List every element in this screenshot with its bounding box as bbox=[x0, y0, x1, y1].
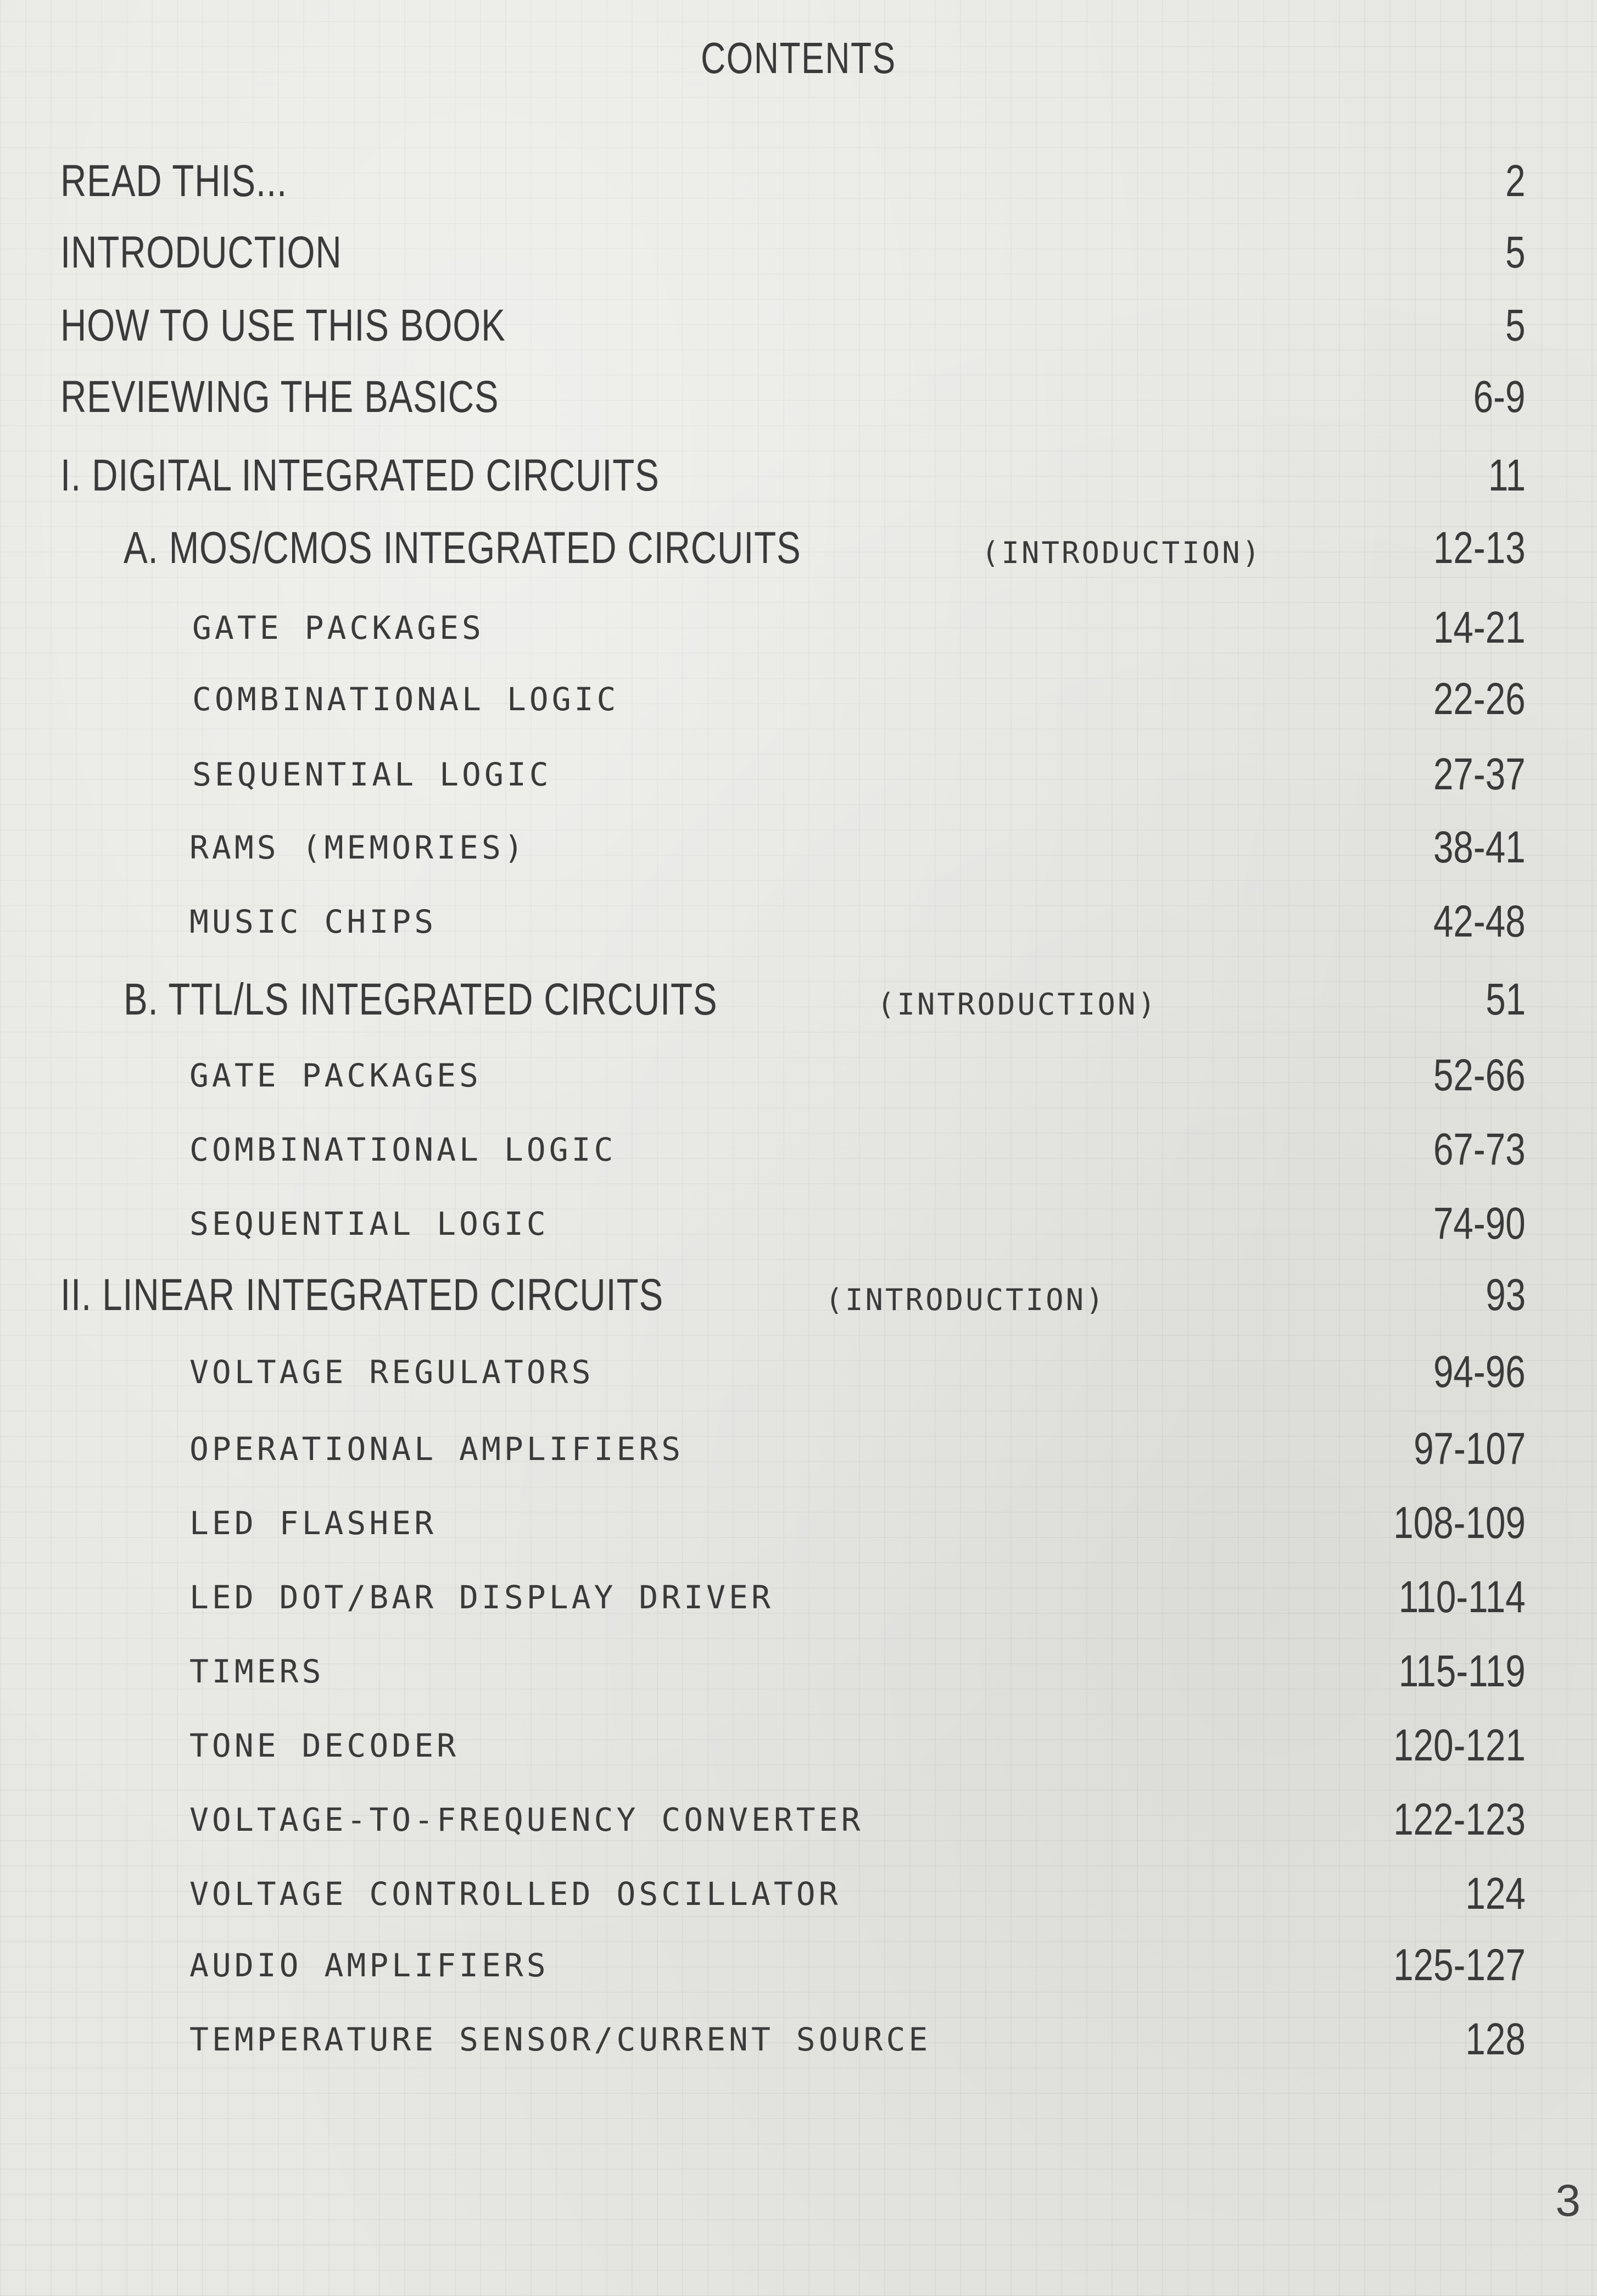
toc-entry-title: TONE DECODER bbox=[189, 1727, 460, 1764]
toc-entry-title: AUDIO AMPLIFIERS bbox=[189, 1947, 549, 1984]
toc-entry bbox=[60, 148, 1526, 214]
toc-entry-page: 2 bbox=[1505, 156, 1526, 206]
toc-entry bbox=[189, 1564, 1526, 1630]
toc-entry-page: 5 bbox=[1505, 300, 1526, 350]
toc-entry bbox=[189, 2007, 1526, 2072]
toc-entry bbox=[189, 1861, 1526, 1927]
toc-entry bbox=[189, 1416, 1526, 1482]
toc-entry-page: 52-66 bbox=[1433, 1050, 1526, 1100]
toc-entry bbox=[189, 1043, 1526, 1108]
toc-entry bbox=[192, 595, 1526, 661]
toc-entry-page: 38-41 bbox=[1433, 822, 1526, 872]
toc-entry-title: TIMERS bbox=[189, 1653, 325, 1690]
toc-entry bbox=[192, 742, 1526, 807]
toc-entry-page: 120-121 bbox=[1393, 1720, 1526, 1770]
toc-entry-page: 11 bbox=[1488, 450, 1526, 500]
toc-entry-title: OPERATIONAL AMPLIFIERS bbox=[189, 1430, 684, 1468]
toc-entry-page: 108-109 bbox=[1393, 1498, 1526, 1548]
toc-entry-page: 122-123 bbox=[1393, 1795, 1526, 1844]
toc-entry-title: HOW TO USE THIS BOOK bbox=[60, 300, 506, 350]
toc-entry-title: COMBINATIONAL LOGIC bbox=[192, 681, 619, 718]
toc-subsection bbox=[124, 515, 1526, 581]
toc-entry-page: 97-107 bbox=[1413, 1424, 1526, 1474]
toc-entry bbox=[189, 1339, 1526, 1405]
toc-entry-page: 6-9 bbox=[1473, 372, 1526, 422]
toc-entry-title: RAMS (MEMORIES) bbox=[189, 829, 527, 866]
toc-entry-title: VOLTAGE REGULATORS bbox=[189, 1353, 594, 1391]
toc-entry bbox=[192, 666, 1526, 732]
toc-entry-note: (INTRODUCTION) bbox=[876, 987, 1158, 1022]
toc-entry-title: READ THIS... bbox=[60, 156, 288, 206]
toc-entry-page: 5 bbox=[1505, 227, 1526, 277]
toc-entry-title: TEMPERATURE SENSOR/CURRENT SOURCE bbox=[189, 2021, 931, 2058]
toc-entry-page: 42-48 bbox=[1433, 896, 1526, 946]
toc-entry bbox=[60, 293, 1526, 359]
toc-entry-title: INTRODUCTION bbox=[60, 227, 342, 277]
toc-entry bbox=[189, 1932, 1526, 1998]
toc-entry-title: VOLTAGE CONTROLLED OSCILLATOR bbox=[189, 1875, 841, 1913]
toc-entry-page: 115-119 bbox=[1398, 1646, 1526, 1696]
toc-subsection bbox=[124, 967, 1526, 1033]
toc-entry bbox=[189, 1117, 1526, 1183]
toc-entry-title: VOLTAGE-TO-FREQUENCY CONVERTER bbox=[189, 1801, 864, 1838]
toc-entry bbox=[189, 889, 1526, 955]
toc-entry-title: LED FLASHER bbox=[189, 1504, 437, 1542]
toc-entry-page: 125-127 bbox=[1393, 1940, 1526, 1990]
toc-entry bbox=[189, 1713, 1526, 1779]
toc-entry-page: 51 bbox=[1486, 974, 1526, 1024]
toc-entry-page: 110-114 bbox=[1398, 1572, 1526, 1622]
toc-section bbox=[60, 1262, 1526, 1328]
toc-entry bbox=[60, 220, 1526, 286]
toc-entry-page: 14-21 bbox=[1433, 603, 1526, 653]
toc-entry-page: 27-37 bbox=[1433, 749, 1526, 799]
toc-entry-page: 74-90 bbox=[1433, 1199, 1526, 1249]
toc-entry-note: (INTRODUCTION) bbox=[981, 536, 1263, 570]
toc-entry-title: A. MOS/CMOS INTEGRATED CIRCUITS bbox=[124, 523, 801, 573]
page-title: CONTENTS bbox=[701, 34, 896, 82]
toc-entry-title: GATE PACKAGES bbox=[189, 1057, 482, 1094]
toc-entry-page: 128 bbox=[1465, 2014, 1526, 2064]
toc-entry-note: (INTRODUCTION) bbox=[825, 1283, 1106, 1317]
toc-entry-page: 94-96 bbox=[1433, 1347, 1526, 1397]
toc-entry-page: 12-13 bbox=[1433, 523, 1526, 573]
toc-entry-title: SEQUENTIAL LOGIC bbox=[192, 756, 552, 793]
toc-entry-page: 93 bbox=[1486, 1270, 1526, 1320]
toc-entry bbox=[189, 1490, 1526, 1556]
toc-entry-page: 22-26 bbox=[1433, 674, 1526, 724]
toc-entry-title: SEQUENTIAL LOGIC bbox=[189, 1205, 549, 1242]
toc-entry bbox=[60, 364, 1526, 430]
toc-entry-page: 67-73 bbox=[1433, 1124, 1526, 1174]
toc-entry-title: II. LINEAR INTEGRATED CIRCUITS bbox=[60, 1270, 664, 1320]
toc-section bbox=[60, 443, 1526, 509]
toc-entry-title: REVIEWING THE BASICS bbox=[60, 372, 499, 422]
toc-entry-title: I. DIGITAL INTEGRATED CIRCUITS bbox=[60, 450, 660, 500]
toc-entry-title: COMBINATIONAL LOGIC bbox=[189, 1131, 617, 1168]
toc-entry bbox=[189, 1639, 1526, 1704]
toc-entry-title: LED DOT/BAR DISPLAY DRIVER bbox=[189, 1579, 774, 1616]
toc-entry-title: MUSIC CHIPS bbox=[189, 903, 437, 940]
toc-entry-page: 124 bbox=[1465, 1869, 1526, 1919]
toc-entry-title: GATE PACKAGES bbox=[192, 609, 484, 647]
toc-entry bbox=[189, 815, 1526, 880]
toc-entry-title: B. TTL/LS INTEGRATED CIRCUITS bbox=[124, 974, 718, 1024]
toc-entry bbox=[189, 1191, 1526, 1257]
toc-entry bbox=[189, 1787, 1526, 1853]
page-number: 3 bbox=[1555, 2176, 1581, 2226]
